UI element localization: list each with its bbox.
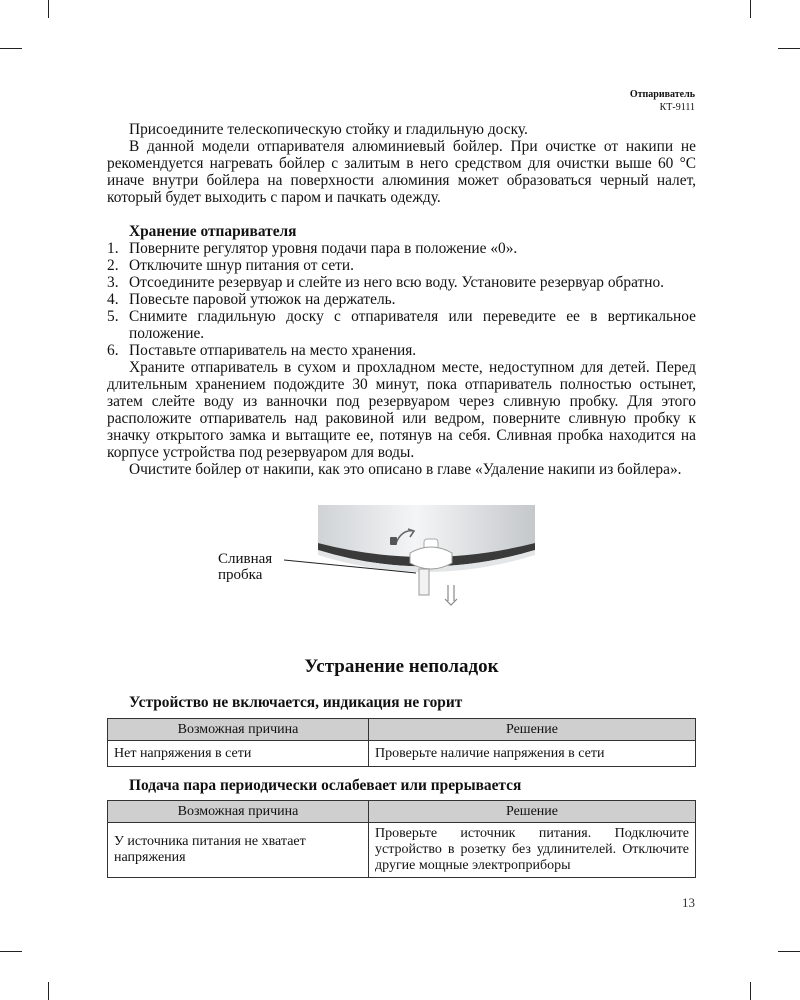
crop-mark-bottom-right-h bbox=[778, 951, 800, 952]
header-product-title: Отпариватель bbox=[629, 89, 695, 100]
crop-mark-top-right-h bbox=[778, 48, 800, 49]
page-number: 13 bbox=[682, 895, 695, 910]
section-title: Устранение неполадок bbox=[304, 656, 499, 677]
crop-mark-top-left-h bbox=[0, 48, 22, 49]
column-header-solution: Решение bbox=[369, 719, 696, 741]
issue-heading: Подача пара периодически ослабевает или прерывается bbox=[129, 777, 522, 794]
drain-plug-cap bbox=[410, 547, 452, 569]
issue-heading: Устройство не включается, индикация не горит bbox=[129, 694, 463, 711]
header-model: КТ-9111 bbox=[659, 102, 695, 113]
spacer bbox=[107, 206, 696, 223]
drain-plug-stem bbox=[419, 569, 429, 595]
pull-down-arrow-icon bbox=[445, 585, 457, 605]
list-item: 2. Отключите шнур питания от сети. bbox=[107, 257, 354, 274]
table-row bbox=[108, 741, 696, 767]
intro-paragraph: В данной модели отпаривателя алюминиевый бойлер. При очистке от накипи не рекомендуется нагревать бойлер с залитым в него средством для очистки выше 60 °С иначе внутри бойлера на поверхности алюминия может образоваться черный налет, который будет выходить с паром и пачкать одежду. bbox=[107, 138, 696, 206]
crop-mark-top-left-v bbox=[48, 0, 49, 18]
crop-mark-bottom-left-v bbox=[48, 982, 49, 1000]
list-item: 5. Снимите гладильную доску с отпаривателя или переведите ее в вертикальное положение. bbox=[107, 308, 696, 342]
list-item: 6. Поставьте отпариватель на место хранения. bbox=[107, 342, 417, 359]
list-item: 3. Отсоедините резервуар и слейте из него всю воду. Установите резервуар обратно. bbox=[107, 274, 665, 291]
crop-mark-top-right-v bbox=[750, 0, 751, 18]
solution-cell: Проверьте источник питания. Подключите устройство в розетку без удлинителей. Отключите другие мощные электроприборы bbox=[369, 823, 696, 878]
crop-mark-bottom-right-v bbox=[750, 982, 751, 1000]
cause-cell: Нет напряжения в сети bbox=[108, 741, 369, 767]
column-header-cause: Возможная причина bbox=[108, 801, 369, 823]
storage-heading: Хранение отпаривателя bbox=[129, 223, 297, 240]
table-row bbox=[108, 823, 696, 878]
list-item: 4. Повесьте паровой утюжок на держатель. bbox=[107, 291, 396, 308]
column-header-cause: Возможная причина bbox=[108, 719, 369, 741]
table-header-row bbox=[108, 801, 696, 823]
intro-paragraph: Присоедините телескопическую стойку и гладильную доску. bbox=[129, 121, 528, 138]
running-header bbox=[630, 88, 695, 114]
padlock-icon bbox=[390, 537, 397, 545]
storage-paragraph: Храните отпариватель в сухом и прохладном месте, недоступном для детей. Перед длительным хранением подождите 30 минут, пока отпариватель полностью остынет, затем слейте воду из ванночки под резервуаром через сливную пробку. Для этого расположите отпариватель над раковиной или ведром, поверните сливную пробку к значку открытого замка и вытащите ее, потянув на себя. Сливная пробка находится на корпусе устройства под резервуаром для воды. bbox=[107, 359, 696, 461]
column-header-solution: Решение bbox=[369, 801, 696, 823]
drain-plug-label: Сливная пробка bbox=[218, 551, 273, 583]
storage-paragraph: Очистите бойлер от накипи, как это описано в главе «Удаление накипи из бойлера». bbox=[129, 461, 682, 478]
drain-plug-figure bbox=[210, 503, 540, 618]
table-header-row bbox=[108, 719, 696, 741]
storage-steps-list bbox=[107, 240, 696, 359]
list-item: 1. Поверните регулятор уровня подачи пара в положение «0». bbox=[107, 240, 518, 257]
troubleshooting-table bbox=[107, 718, 696, 767]
page-body bbox=[107, 121, 696, 478]
cause-cell: У источника питания не хватает напряжения bbox=[108, 823, 369, 878]
crop-mark-bottom-left-h bbox=[0, 951, 22, 952]
troubleshooting-table bbox=[107, 800, 696, 878]
solution-cell: Проверьте наличие напряжения в сети bbox=[369, 741, 696, 767]
